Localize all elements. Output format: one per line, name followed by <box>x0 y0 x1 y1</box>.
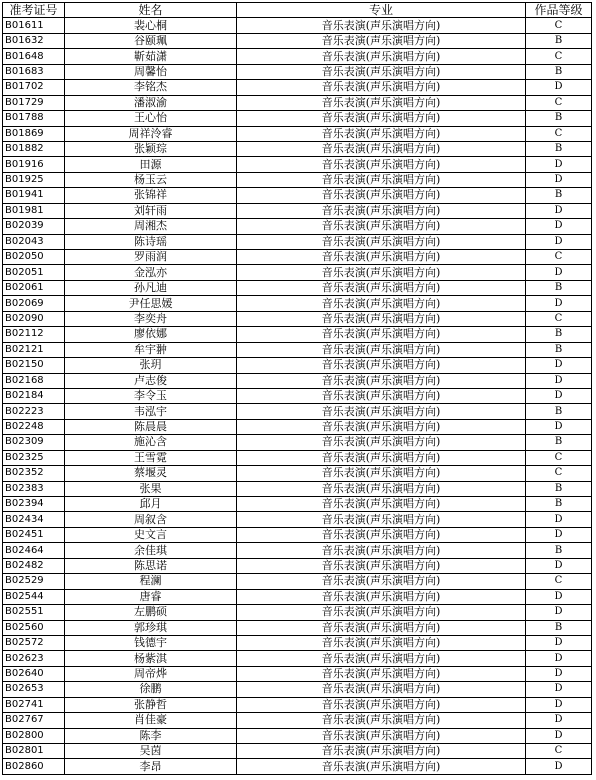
major-cell: 音乐表演(声乐演唱方向) <box>237 64 526 79</box>
major-cell: 音乐表演(声乐演唱方向) <box>237 157 526 172</box>
major-cell: 音乐表演(声乐演唱方向) <box>237 203 526 218</box>
name-cell: 陈思诺 <box>65 558 237 573</box>
exam-id-cell: B01916 <box>3 157 65 172</box>
name-cell: 张静哲 <box>65 697 237 712</box>
major-cell: 音乐表演(声乐演唱方向) <box>237 527 526 542</box>
header-name: 姓名 <box>65 3 237 18</box>
major-cell: 音乐表演(声乐演唱方向) <box>237 713 526 728</box>
grade-cell: D <box>526 358 592 373</box>
table-row <box>3 558 592 573</box>
major-cell: 音乐表演(声乐演唱方向) <box>237 558 526 573</box>
exam-id-cell: B02223 <box>3 404 65 419</box>
major-cell: 音乐表演(声乐演唱方向) <box>237 543 526 558</box>
exam-id-cell: B01648 <box>3 49 65 64</box>
table-row <box>3 126 592 141</box>
name-cell: 张颖琮 <box>65 141 237 156</box>
name-cell: 余佳琪 <box>65 543 237 558</box>
name-cell: 李奕舟 <box>65 311 237 326</box>
name-cell: 王心怡 <box>65 111 237 126</box>
exam-id-cell: B02090 <box>3 311 65 326</box>
table-row <box>3 713 592 728</box>
major-cell: 音乐表演(声乐演唱方向) <box>237 435 526 450</box>
major-cell: 音乐表演(声乐演唱方向) <box>237 49 526 64</box>
table-row <box>3 141 592 156</box>
name-cell: 肖佳豪 <box>65 713 237 728</box>
table-row <box>3 697 592 712</box>
grade-cell: D <box>526 203 592 218</box>
grade-cell: C <box>526 126 592 141</box>
major-cell: 音乐表演(声乐演唱方向) <box>237 574 526 589</box>
grade-cell: D <box>526 296 592 311</box>
table-row <box>3 49 592 64</box>
exam-id-cell: B02434 <box>3 512 65 527</box>
major-cell: 音乐表演(声乐演唱方向) <box>237 497 526 512</box>
grade-cell: C <box>526 95 592 110</box>
name-cell: 李令玉 <box>65 388 237 403</box>
grade-cell: D <box>526 234 592 249</box>
name-cell: 廖依娜 <box>65 327 237 342</box>
exam-id-cell: B01702 <box>3 80 65 95</box>
table-row <box>3 666 592 681</box>
grade-cell: C <box>526 466 592 481</box>
table-row <box>3 111 592 126</box>
results-table <box>2 2 592 775</box>
major-cell: 音乐表演(声乐演唱方向) <box>237 188 526 203</box>
name-cell: 牟宇翀 <box>65 342 237 357</box>
grade-cell: D <box>526 697 592 712</box>
grade-cell: D <box>526 713 592 728</box>
grade-cell: B <box>526 404 592 419</box>
table-row <box>3 265 592 280</box>
exam-id-cell: B01729 <box>3 95 65 110</box>
exam-id-cell: B01632 <box>3 33 65 48</box>
table-row <box>3 543 592 558</box>
exam-id-cell: B02451 <box>3 527 65 542</box>
table-row <box>3 759 592 774</box>
name-cell: 吴茵 <box>65 744 237 759</box>
exam-id-cell: B02801 <box>3 744 65 759</box>
name-cell: 杨玉云 <box>65 172 237 187</box>
major-cell: 音乐表演(声乐演唱方向) <box>237 219 526 234</box>
name-cell: 尹任思媛 <box>65 296 237 311</box>
name-cell: 张玥 <box>65 358 237 373</box>
name-cell: 邱月 <box>65 497 237 512</box>
exam-id-cell: B02394 <box>3 497 65 512</box>
exam-id-cell: B02051 <box>3 265 65 280</box>
grade-cell: C <box>526 49 592 64</box>
grade-cell: D <box>526 219 592 234</box>
exam-id-cell: B02800 <box>3 728 65 743</box>
table-row <box>3 327 592 342</box>
table-row <box>3 466 592 481</box>
exam-id-cell: B01683 <box>3 64 65 79</box>
header-grade: 作品等级 <box>526 3 592 18</box>
grade-cell: B <box>526 620 592 635</box>
grade-cell: B <box>526 141 592 156</box>
grade-cell: D <box>526 527 592 542</box>
name-cell: 田源 <box>65 157 237 172</box>
name-cell: 左鹏硕 <box>65 605 237 620</box>
major-cell: 音乐表演(声乐演唱方向) <box>237 95 526 110</box>
major-cell: 音乐表演(声乐演唱方向) <box>237 605 526 620</box>
table-row <box>3 635 592 650</box>
grade-cell: D <box>526 512 592 527</box>
table-row <box>3 404 592 419</box>
name-cell: 李昂 <box>65 759 237 774</box>
grade-cell: B <box>526 111 592 126</box>
exam-id-cell: B01925 <box>3 172 65 187</box>
name-cell: 谷颐珮 <box>65 33 237 48</box>
name-cell: 程澜 <box>65 574 237 589</box>
grade-cell: D <box>526 666 592 681</box>
name-cell: 周帝烨 <box>65 666 237 681</box>
table-body <box>3 18 592 774</box>
exam-id-cell: B01788 <box>3 111 65 126</box>
exam-id-cell: B02039 <box>3 219 65 234</box>
major-cell: 音乐表演(声乐演唱方向) <box>237 33 526 48</box>
major-cell: 音乐表演(声乐演唱方向) <box>237 342 526 357</box>
header-row <box>3 3 592 18</box>
grade-cell: B <box>526 280 592 295</box>
name-cell: 李铭杰 <box>65 80 237 95</box>
major-cell: 音乐表演(声乐演唱方向) <box>237 296 526 311</box>
major-cell: 音乐表演(声乐演唱方向) <box>237 111 526 126</box>
table-row <box>3 95 592 110</box>
exam-id-cell: B02767 <box>3 713 65 728</box>
name-cell: 周叙含 <box>65 512 237 527</box>
exam-id-cell: B02860 <box>3 759 65 774</box>
table-row <box>3 605 592 620</box>
major-cell: 音乐表演(声乐演唱方向) <box>237 250 526 265</box>
exam-id-cell: B02043 <box>3 234 65 249</box>
grade-cell: C <box>526 450 592 465</box>
table-row <box>3 744 592 759</box>
table-row <box>3 203 592 218</box>
major-cell: 音乐表演(声乐演唱方向) <box>237 311 526 326</box>
table-row <box>3 388 592 403</box>
grade-cell: D <box>526 172 592 187</box>
major-cell: 音乐表演(声乐演唱方向) <box>237 80 526 95</box>
name-cell: 施沁含 <box>65 435 237 450</box>
grade-cell: B <box>526 435 592 450</box>
table-row <box>3 512 592 527</box>
exam-id-cell: B02050 <box>3 250 65 265</box>
grade-cell: C <box>526 311 592 326</box>
name-cell: 张锦祥 <box>65 188 237 203</box>
exam-id-cell: B02741 <box>3 697 65 712</box>
table-row <box>3 280 592 295</box>
major-cell: 音乐表演(声乐演唱方向) <box>237 373 526 388</box>
exam-id-cell: B02551 <box>3 605 65 620</box>
major-cell: 音乐表演(声乐演唱方向) <box>237 651 526 666</box>
grade-cell: D <box>526 635 592 650</box>
name-cell: 王雪霓 <box>65 450 237 465</box>
name-cell: 唐睿 <box>65 589 237 604</box>
exam-id-cell: B02544 <box>3 589 65 604</box>
grade-cell: B <box>526 481 592 496</box>
name-cell: 潘淑渝 <box>65 95 237 110</box>
grade-cell: B <box>526 497 592 512</box>
grade-cell: B <box>526 342 592 357</box>
exam-id-cell: B02572 <box>3 635 65 650</box>
exam-id-cell: B02325 <box>3 450 65 465</box>
results-sheet <box>2 2 592 775</box>
exam-id-cell: B01882 <box>3 141 65 156</box>
major-cell: 音乐表演(声乐演唱方向) <box>237 512 526 527</box>
grade-cell: D <box>526 589 592 604</box>
exam-id-cell: B02069 <box>3 296 65 311</box>
exam-id-cell: B02168 <box>3 373 65 388</box>
name-cell: 卢志俊 <box>65 373 237 388</box>
grade-cell: D <box>526 388 592 403</box>
major-cell: 音乐表演(声乐演唱方向) <box>237 620 526 635</box>
exam-id-cell: B02640 <box>3 666 65 681</box>
exam-id-cell: B01941 <box>3 188 65 203</box>
exam-id-cell: B01611 <box>3 18 65 33</box>
exam-id-cell: B02309 <box>3 435 65 450</box>
name-cell: 刘轩雨 <box>65 203 237 218</box>
exam-id-cell: B02383 <box>3 481 65 496</box>
grade-cell: D <box>526 682 592 697</box>
grade-cell: B <box>526 327 592 342</box>
table-row <box>3 373 592 388</box>
name-cell: 孙凡迪 <box>65 280 237 295</box>
exam-id-cell: B01981 <box>3 203 65 218</box>
major-cell: 音乐表演(声乐演唱方向) <box>237 589 526 604</box>
major-cell: 音乐表演(声乐演唱方向) <box>237 172 526 187</box>
major-cell: 音乐表演(声乐演唱方向) <box>237 388 526 403</box>
exam-id-cell: B02560 <box>3 620 65 635</box>
major-cell: 音乐表演(声乐演唱方向) <box>237 265 526 280</box>
major-cell: 音乐表演(声乐演唱方向) <box>237 141 526 156</box>
name-cell: 史文言 <box>65 527 237 542</box>
table-row <box>3 620 592 635</box>
name-cell: 张果 <box>65 481 237 496</box>
name-cell: 蔡堰灵 <box>65 466 237 481</box>
table-row <box>3 296 592 311</box>
table-row <box>3 219 592 234</box>
table-row <box>3 574 592 589</box>
grade-cell: D <box>526 157 592 172</box>
name-cell: 陈李 <box>65 728 237 743</box>
grade-cell: B <box>526 543 592 558</box>
table-row <box>3 80 592 95</box>
table-row <box>3 358 592 373</box>
grade-cell: D <box>526 651 592 666</box>
major-cell: 音乐表演(声乐演唱方向) <box>237 728 526 743</box>
exam-id-cell: B02061 <box>3 280 65 295</box>
exam-id-cell: B01869 <box>3 126 65 141</box>
table-row <box>3 234 592 249</box>
name-cell: 金泓亦 <box>65 265 237 280</box>
table-row <box>3 450 592 465</box>
table-row <box>3 589 592 604</box>
name-cell: 郭珍琪 <box>65 620 237 635</box>
major-cell: 音乐表演(声乐演唱方向) <box>237 126 526 141</box>
major-cell: 音乐表演(声乐演唱方向) <box>237 358 526 373</box>
grade-cell: D <box>526 728 592 743</box>
major-cell: 音乐表演(声乐演唱方向) <box>237 697 526 712</box>
exam-id-cell: B02482 <box>3 558 65 573</box>
name-cell: 钱德宇 <box>65 635 237 650</box>
exam-id-cell: B02653 <box>3 682 65 697</box>
major-cell: 音乐表演(声乐演唱方向) <box>237 280 526 295</box>
header-major: 专业 <box>237 3 526 18</box>
major-cell: 音乐表演(声乐演唱方向) <box>237 635 526 650</box>
exam-id-cell: B02623 <box>3 651 65 666</box>
exam-id-cell: B02184 <box>3 388 65 403</box>
grade-cell: D <box>526 759 592 774</box>
table-row <box>3 342 592 357</box>
table-row <box>3 435 592 450</box>
major-cell: 音乐表演(声乐演唱方向) <box>237 234 526 249</box>
table-row <box>3 188 592 203</box>
grade-cell: D <box>526 265 592 280</box>
exam-id-cell: B02248 <box>3 419 65 434</box>
grade-cell: D <box>526 80 592 95</box>
grade-cell: B <box>526 188 592 203</box>
table-row <box>3 250 592 265</box>
name-cell: 靳茹潇 <box>65 49 237 64</box>
major-cell: 音乐表演(声乐演唱方向) <box>237 666 526 681</box>
table-row <box>3 311 592 326</box>
major-cell: 音乐表演(声乐演唱方向) <box>237 450 526 465</box>
table-row <box>3 481 592 496</box>
major-cell: 音乐表演(声乐演唱方向) <box>237 481 526 496</box>
table-row <box>3 651 592 666</box>
major-cell: 音乐表演(声乐演唱方向) <box>237 744 526 759</box>
major-cell: 音乐表演(声乐演唱方向) <box>237 18 526 33</box>
major-cell: 音乐表演(声乐演唱方向) <box>237 466 526 481</box>
grade-cell: D <box>526 419 592 434</box>
table-row <box>3 527 592 542</box>
name-cell: 陈诗瑶 <box>65 234 237 249</box>
name-cell: 韦泓宇 <box>65 404 237 419</box>
exam-id-cell: B02529 <box>3 574 65 589</box>
exam-id-cell: B02112 <box>3 327 65 342</box>
major-cell: 音乐表演(声乐演唱方向) <box>237 327 526 342</box>
name-cell: 陈晨晨 <box>65 419 237 434</box>
exam-id-cell: B02121 <box>3 342 65 357</box>
name-cell: 徐鹏 <box>65 682 237 697</box>
table-row <box>3 157 592 172</box>
grade-cell: C <box>526 744 592 759</box>
table-row <box>3 497 592 512</box>
exam-id-cell: B02464 <box>3 543 65 558</box>
name-cell: 杨紫淇 <box>65 651 237 666</box>
name-cell: 裴心桐 <box>65 18 237 33</box>
major-cell: 音乐表演(声乐演唱方向) <box>237 682 526 697</box>
exam-id-cell: B02150 <box>3 358 65 373</box>
grade-cell: C <box>526 250 592 265</box>
table-row <box>3 728 592 743</box>
grade-cell: C <box>526 574 592 589</box>
header-exam-id: 准考证号 <box>3 3 65 18</box>
grade-cell: B <box>526 33 592 48</box>
major-cell: 音乐表演(声乐演唱方向) <box>237 404 526 419</box>
grade-cell: C <box>526 18 592 33</box>
name-cell: 周馨怡 <box>65 64 237 79</box>
exam-id-cell: B02352 <box>3 466 65 481</box>
table-row <box>3 64 592 79</box>
table-row <box>3 419 592 434</box>
name-cell: 周祥泠睿 <box>65 126 237 141</box>
table-row <box>3 18 592 33</box>
table-row <box>3 682 592 697</box>
major-cell: 音乐表演(声乐演唱方向) <box>237 759 526 774</box>
major-cell: 音乐表演(声乐演唱方向) <box>237 419 526 434</box>
grade-cell: D <box>526 373 592 388</box>
name-cell: 周湘杰 <box>65 219 237 234</box>
grade-cell: D <box>526 558 592 573</box>
grade-cell: D <box>526 605 592 620</box>
table-row <box>3 33 592 48</box>
table-row <box>3 172 592 187</box>
grade-cell: B <box>526 64 592 79</box>
name-cell: 罗雨润 <box>65 250 237 265</box>
